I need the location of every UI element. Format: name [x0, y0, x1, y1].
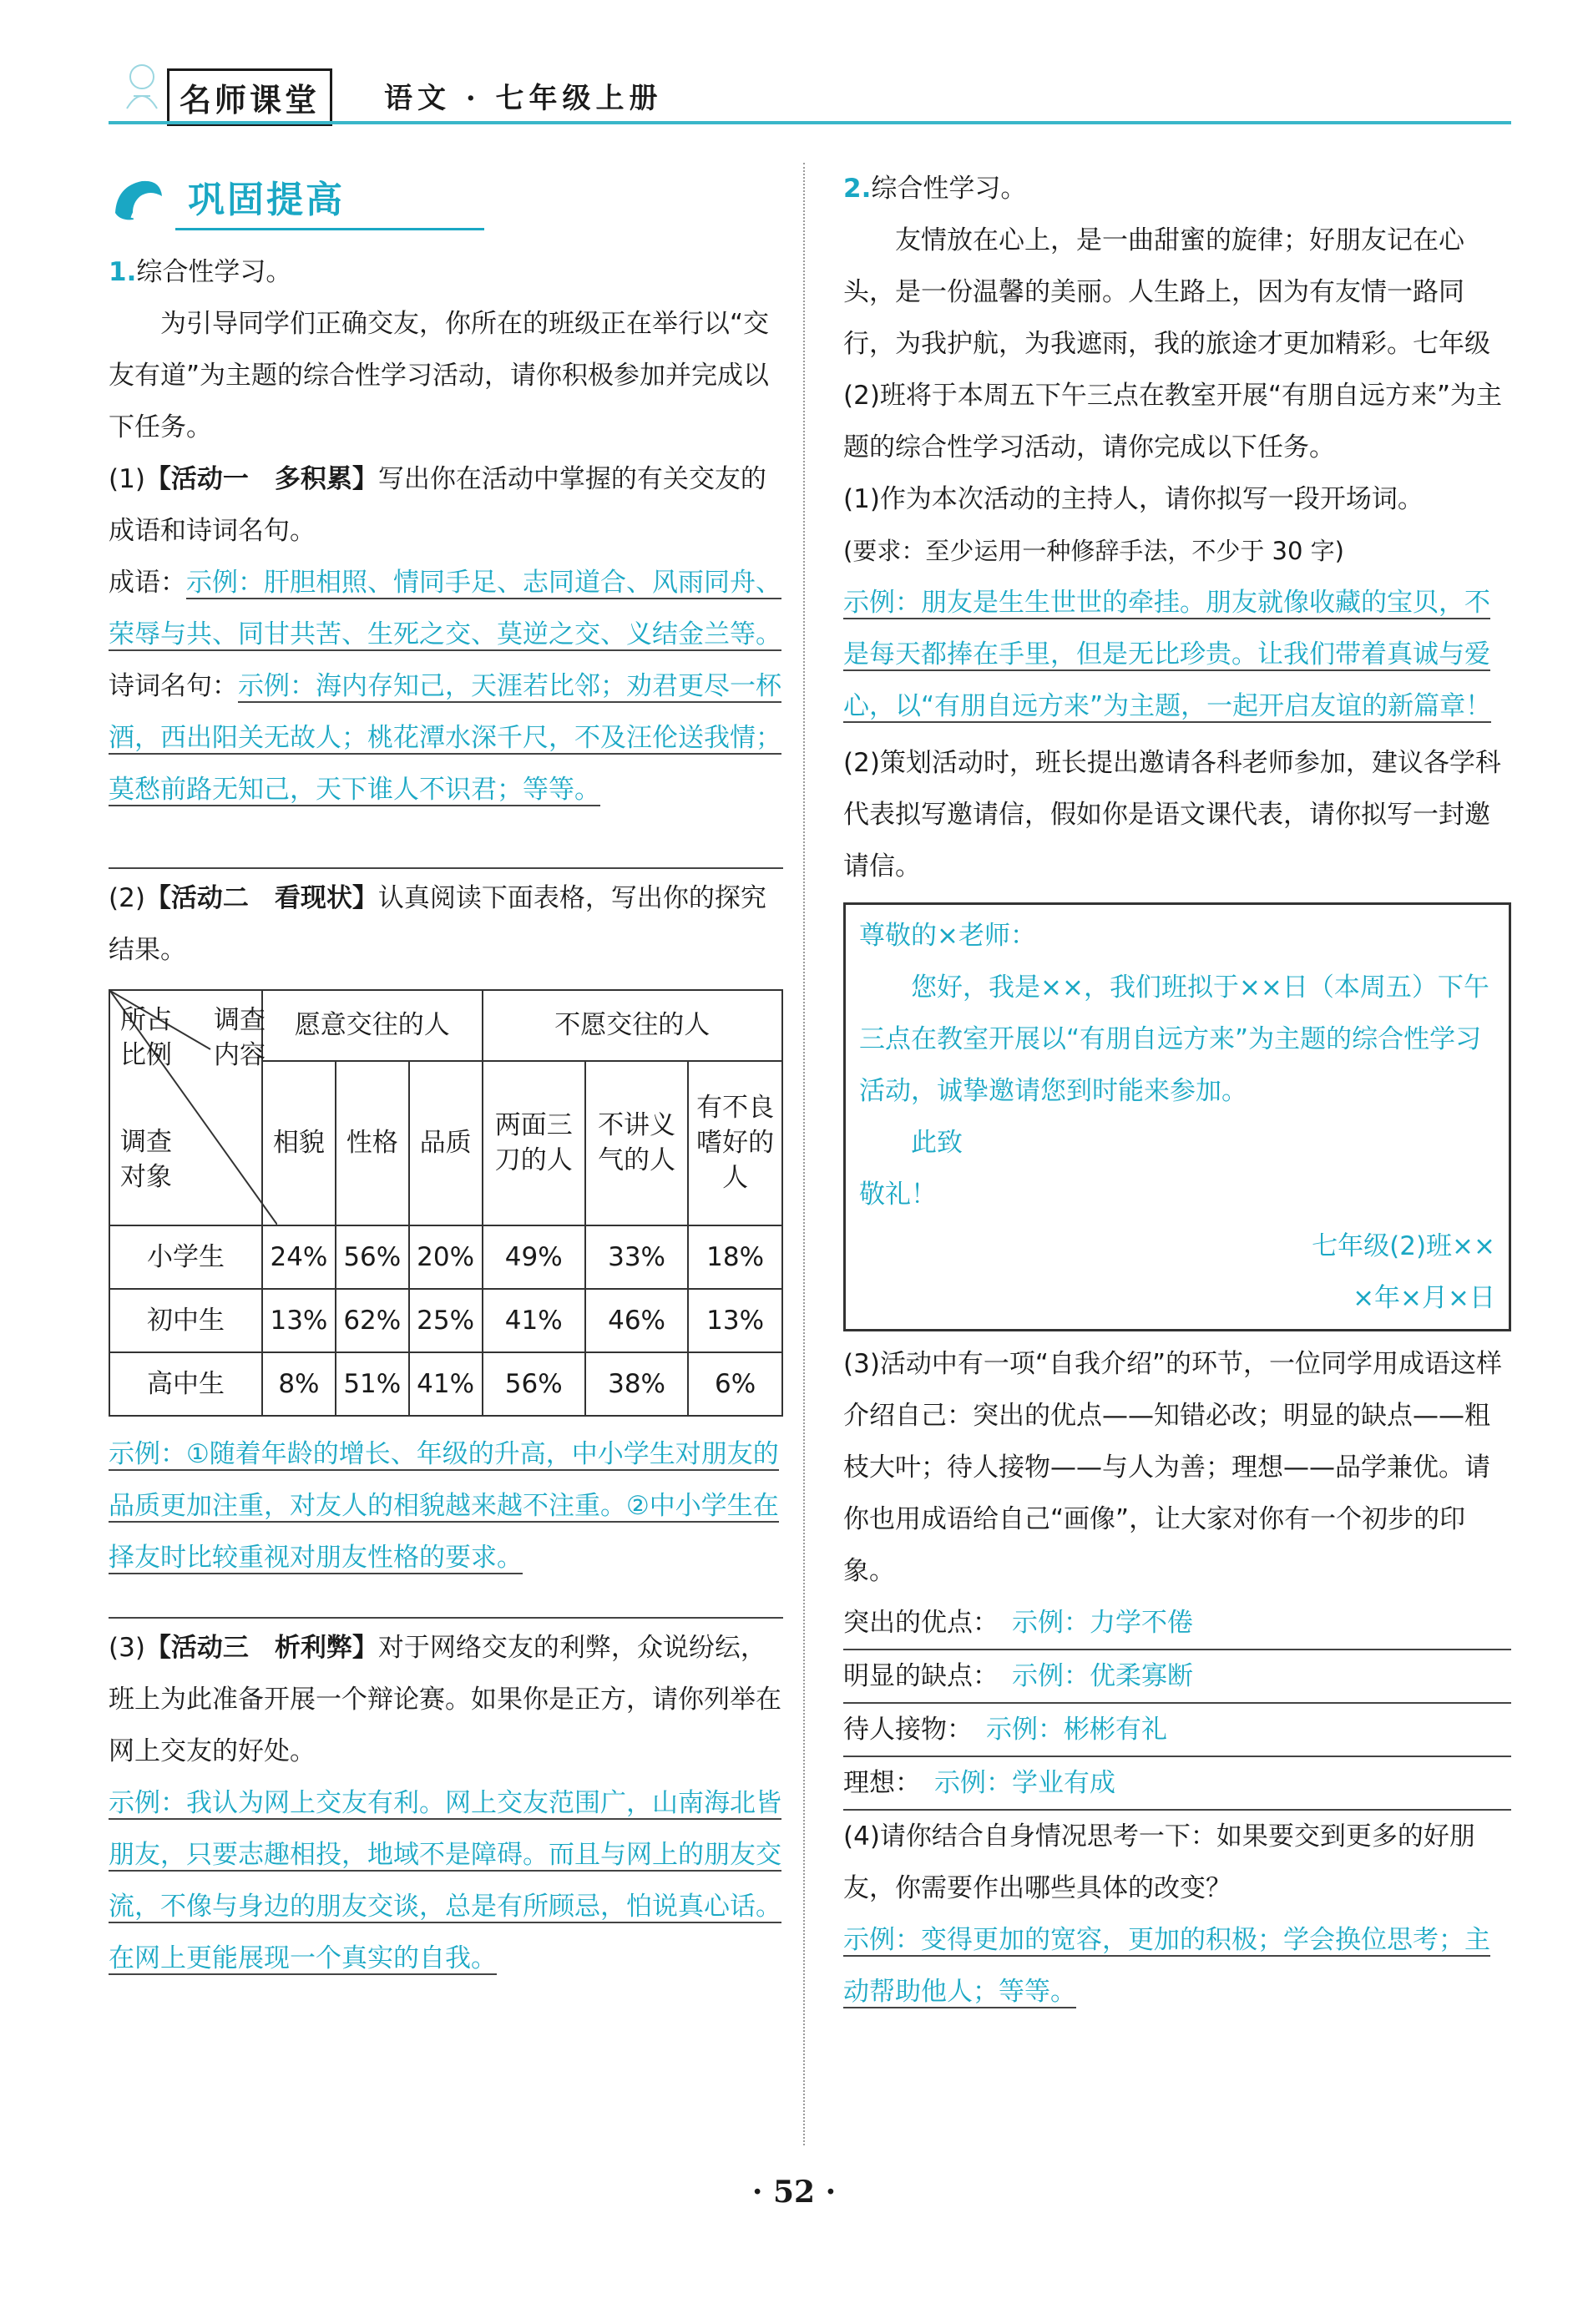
table-row [109, 1225, 782, 1289]
idiom-answer-block [109, 557, 783, 660]
table-row [109, 1289, 782, 1352]
table-cell: 24% [262, 1225, 336, 1289]
left-column [109, 163, 783, 1984]
q1-heading [109, 246, 783, 298]
act1-label: 【活动一 多积累】 [144, 464, 378, 494]
table-cell: 38% [585, 1352, 688, 1416]
table-cell: 8% [262, 1352, 336, 1416]
survey-table [109, 989, 783, 1417]
q1-activity2 [109, 872, 783, 976]
q1-number: 1. [109, 257, 137, 287]
corner-label-content: 调查内容 [214, 1005, 266, 1070]
portrait-label: 理想： [843, 1768, 921, 1798]
t4-answer[interactable]: 示例：变得更加的宽容，更加的积极；学会换位思考；主动帮助他人；等等。 [843, 1925, 1490, 2007]
table-cell: 18% [688, 1225, 782, 1289]
corner-label-ratio: 所占比例 [120, 1005, 172, 1070]
col-header: 品质 [409, 1061, 483, 1225]
idiom-label: 成语： [109, 568, 186, 598]
table-cell: 62% [336, 1289, 409, 1352]
q2-number: 2. [843, 174, 872, 204]
corner-label-subject: 调查对象 [120, 1127, 172, 1192]
q2-title: 综合性学习。 [871, 174, 1027, 204]
act2-text: 认真阅读下面表格，写出你的探究结果。 [109, 883, 766, 965]
poem-answer[interactable]: 示例：海内存知己，天涯若比邻；劝君更尽一杯酒，西出阳关无故人；桃花潭水深千尺，不及汪伦送我情；莫愁前路无知己，天下谁人不识君；等等。 [109, 671, 781, 805]
page-header [109, 58, 1511, 125]
section-title: 巩固提高 [188, 179, 345, 221]
table-cell: 51% [336, 1352, 409, 1416]
letter-greeting: 尊敬的×老师： [859, 921, 1036, 951]
portrait-item [843, 1704, 1511, 1757]
section-underline [175, 228, 484, 230]
table-cell: 56% [336, 1225, 409, 1289]
table-cell: 20% [409, 1225, 483, 1289]
col-header: 有不良嗜好的人 [688, 1061, 782, 1225]
letter-body: 您好，我是××，我们班拟于××日（本周五）下午三点在教室开展以“有朋自远方来”为主题的综合性学习活动，诚挚邀请您到时能来参加。 [859, 973, 1489, 1106]
row-header: 小学生 [109, 1225, 262, 1289]
letter-closing1: 此致 [911, 1128, 963, 1158]
table-corner-cell [109, 990, 266, 1225]
q2-task4: (4)请你结合自身情况思考一下：如果要交到更多的好朋友，你需要作出哪些具体的改变？ [843, 1821, 1475, 1903]
portrait-item [843, 1757, 1511, 1811]
header-ornament-icon [117, 58, 167, 117]
table-row [109, 1352, 782, 1416]
table-cell: 41% [409, 1352, 483, 1416]
q1-activity3 [109, 1622, 783, 1777]
table-cell: 49% [483, 1225, 585, 1289]
act1-text: 写出你在活动中掌握的有关交友的成语和诗词名句。 [109, 464, 766, 546]
table-cell: 56% [483, 1352, 585, 1416]
col-header: 性格 [336, 1061, 409, 1225]
act1-prefix: (1) [109, 464, 145, 494]
act3-prefix: (3) [109, 1633, 145, 1663]
act3-label: 【活动三 析利弊】 [144, 1633, 378, 1663]
portrait-item [843, 1597, 1511, 1650]
q1-intro: 为引导同学们正确交友，你所在的班级正在举行以“交友有道”为主题的综合性学习活动，请你积极参加并完成以下任务。 [109, 309, 770, 442]
q2-intro: 友情放在心上，是一曲甜蜜的旋律；好朋友记在心头，是一份温馨的美丽。人生路上，因为有友情一路同行，为我护航，为我遮雨，我的旅途才更加精彩。七年级(2)班将于本周五下午三点在教室开展“有朋自远方来”为主题的综合性学习活动，请你完成以下任务。 [843, 225, 1503, 462]
table-cell: 25% [409, 1289, 483, 1352]
q2-task1: (1)作为本次活动的主持人，请你拟写一段开场词。 [843, 484, 1424, 514]
blank-answer-line[interactable] [109, 1584, 783, 1619]
table-cell: 33% [585, 1225, 688, 1289]
portrait-item [843, 1650, 1511, 1704]
q1-activity1 [109, 453, 783, 557]
header-brand: 名师课堂 [167, 68, 332, 126]
right-column [843, 163, 1511, 2018]
act2-label: 【活动二 看现状】 [144, 883, 378, 913]
group-header-willing: 愿意交往的人 [262, 990, 483, 1061]
act2-answer[interactable]: 示例：①随着年龄的增长、年级的升高，中小学生对朋友的品质更加注重，对友人的相貌越来越不注重。②中小学生在择友时比较重视对朋友性格的要求。 [109, 1439, 779, 1573]
table-cell: 41% [483, 1289, 585, 1352]
blank-answer-line[interactable] [109, 816, 783, 869]
invitation-letter-box[interactable] [843, 902, 1511, 1331]
group-header-unwilling: 不愿交往的人 [483, 990, 782, 1061]
row-header: 初中生 [109, 1289, 262, 1352]
section-heading [109, 163, 783, 238]
table-cell: 6% [688, 1352, 782, 1416]
idiom-answer[interactable]: 示例：肝胆相照、情同手足、志同道合、风雨同舟、荣辱与共、同甘共苦、生死之交、莫逆之交、义结金兰等。 [109, 568, 781, 649]
q1-title: 综合性学习。 [136, 257, 292, 287]
table-cell: 46% [585, 1289, 688, 1352]
q2-heading [843, 163, 1511, 215]
letter-date: ×年×月×日 [1353, 1283, 1495, 1313]
col-header: 两面三刀的人 [483, 1061, 585, 1225]
table-cell: 13% [262, 1289, 336, 1352]
act2-prefix: (2) [109, 883, 145, 913]
poem-answer-block [109, 660, 783, 816]
portrait-label: 突出的优点： [843, 1608, 999, 1638]
portrait-answer[interactable]: 示例：力学不倦 [1012, 1608, 1193, 1638]
page-number: · 52 · [751, 2175, 837, 2210]
poem-label: 诗词名句： [109, 671, 238, 701]
letter-signature: 七年级(2)班×× [1312, 1231, 1495, 1261]
col-header: 相貌 [262, 1061, 336, 1225]
q2-task3: (3)活动中有一项“自我介绍”的环节，一位同学用成语这样介绍自己：突出的优点——知错必改；明显的缺点——粗枝大叶；待人接物——与人为善；理想——品学兼优。请你也用成语给自己“画像”，让大家对你有一个初步的印象。 [843, 1349, 1503, 1586]
col-header: 不讲义气的人 [585, 1061, 688, 1225]
letter-closing2: 敬礼！ [859, 1180, 937, 1210]
table-cell: 13% [688, 1289, 782, 1352]
q2-task2: (2)策划活动时，班长提出邀请各科老师参加，建议各学科代表拟写邀请信，假如你是语文课代表，请你拟写一封邀请信。 [843, 748, 1501, 882]
act3-answer[interactable]: 示例：我认为网上交友有利。网上交友范围广，山南海北皆朋友，只要志趣相投，地域不是障碍。而且与网上的朋友交流，不像与身边的朋友交谈，总是有所顾忌，怕说真心话。在网上更能展现一个真实的自我。 [109, 1788, 781, 1973]
header-subject: 语文 · 七年级上册 [384, 82, 663, 115]
t1-answer[interactable]: 示例：朋友是生生世世的牵挂。朋友就像收藏的宝贝，不是每天都捧在手里，但是无比珍贵。让我们带着真诚与爱心，以“有朋自远方来”为主题，一起开启友谊的新篇章！ [843, 588, 1492, 721]
portrait-answer[interactable]: 示例：彬彬有礼 [986, 1715, 1167, 1745]
q2-task1-requirement: (要求：至少运用一种修辞手法，不少于 30 字) [843, 537, 1344, 565]
portrait-answer[interactable]: 示例：学业有成 [934, 1768, 1115, 1798]
row-header: 高中生 [109, 1352, 262, 1416]
leaf-swirl-icon [109, 171, 167, 230]
portrait-answer[interactable]: 示例：优柔寡断 [1012, 1661, 1193, 1691]
header-rule [109, 121, 1511, 124]
portrait-label: 待人接物： [843, 1715, 973, 1745]
portrait-label: 明显的缺点： [843, 1661, 999, 1691]
column-divider [803, 163, 805, 2145]
act3-text: 对于网络交友的利弊，众说纷纭，班上为此准备开展一个辩论赛。如果你是正方，请你列举在网上交友的好处。 [109, 1633, 781, 1766]
